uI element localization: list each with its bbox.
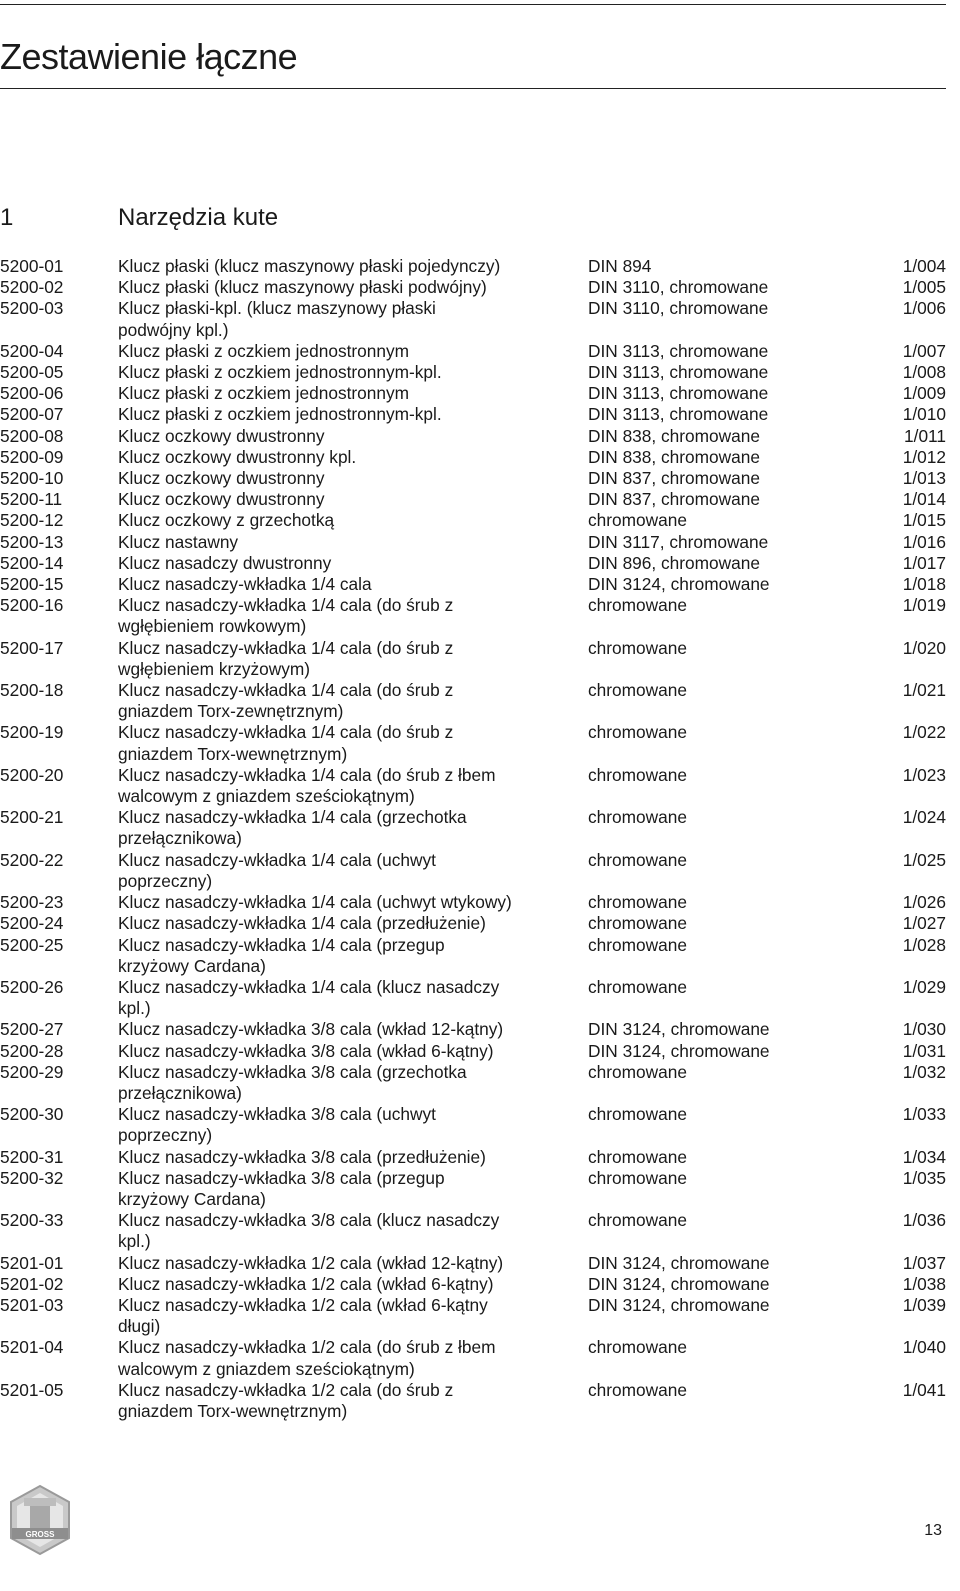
- item-spec: DIN 3113, chromowane: [588, 362, 769, 383]
- item-code: 5201-05: [0, 1379, 64, 1400]
- table-row: [0, 1359, 946, 1380]
- table-row: [0, 1041, 946, 1062]
- item-code: 5201-03: [0, 1294, 64, 1315]
- item-description: wgłębieniem krzyżowym): [118, 658, 311, 679]
- item-page-ref: 1/022: [902, 722, 946, 743]
- item-description: Klucz płaski (klucz maszynowy płaski podwójny): [118, 277, 487, 298]
- item-spec: chromowane: [588, 1167, 687, 1188]
- item-description: Klucz nasadczy-wkładka 3/8 cala (wkład 12-kątny): [118, 1019, 504, 1040]
- item-page-ref: 1/009: [902, 383, 946, 404]
- item-description: walcowym z gniazdem sześciokątnym): [118, 1358, 415, 1379]
- table-row: [0, 956, 946, 977]
- item-page-ref: [878, 1401, 946, 1422]
- table-row: [0, 489, 946, 510]
- item-code: [0, 1125, 118, 1146]
- item-spec: DIN 3124, chromowane: [588, 1019, 770, 1040]
- item-code: 5200-14: [0, 552, 64, 573]
- table-row: [0, 1274, 946, 1295]
- item-code: [0, 1359, 118, 1380]
- item-code: 5200-23: [0, 892, 64, 913]
- item-page-ref: 1/034: [902, 1146, 946, 1167]
- logo-text: GROSS: [25, 1530, 55, 1539]
- table-row: [0, 341, 946, 362]
- item-page-ref: [878, 1125, 946, 1146]
- item-page-ref: 1/019: [902, 595, 946, 616]
- section-number: 1: [0, 204, 14, 231]
- item-spec: chromowane: [588, 680, 687, 701]
- item-page-ref: 1/011: [904, 425, 946, 446]
- item-page-ref: 1/020: [902, 637, 946, 658]
- item-description: Klucz nasadczy-wkładka 1/4 cala (uchwyt: [118, 849, 436, 870]
- item-spec: chromowane: [588, 807, 687, 828]
- table-row: [0, 553, 946, 574]
- table-row: [0, 998, 946, 1019]
- item-code: [0, 1401, 118, 1422]
- item-code: 5200-03: [0, 298, 64, 319]
- item-spec: [588, 659, 878, 680]
- item-page-ref: [878, 1316, 946, 1337]
- item-page-ref: 1/031: [902, 1040, 946, 1061]
- item-spec: DIN 837, chromowane: [588, 489, 760, 510]
- item-code: 5200-15: [0, 574, 64, 595]
- item-description: Klucz nastawny: [118, 531, 239, 552]
- table-row: [0, 744, 946, 765]
- item-description: Klucz nasadczy-wkładka 3/8 cala (grzechotka: [118, 1061, 467, 1082]
- item-description: Klucz nasadczy-wkładka 1/4 cala (grzechotka: [118, 807, 467, 828]
- item-code: 5200-01: [0, 256, 64, 276]
- page-number: 13: [924, 1522, 942, 1539]
- item-code: 5200-08: [0, 425, 64, 446]
- item-code: 5200-06: [0, 383, 64, 404]
- item-page-ref: [878, 1083, 946, 1104]
- item-page-ref: 1/028: [902, 934, 946, 955]
- item-description: gniazdem Torx-zewnętrznym): [118, 701, 344, 722]
- item-page-ref: 1/038: [902, 1273, 946, 1294]
- table-row: [0, 1295, 946, 1316]
- item-page-ref: [878, 998, 946, 1019]
- item-code: 5200-19: [0, 722, 64, 743]
- table-row: [0, 850, 946, 871]
- table-row: [0, 1125, 946, 1146]
- item-spec: DIN 3124, chromowane: [588, 1040, 770, 1061]
- table-row: [0, 447, 946, 468]
- table-row: [0, 256, 946, 277]
- item-spec: DIN 894: [588, 256, 652, 276]
- item-page-ref: 1/017: [902, 552, 946, 573]
- item-code: 5200-27: [0, 1019, 64, 1040]
- item-page-ref: [878, 659, 946, 680]
- item-description: krzyżowy Cardana): [118, 955, 266, 976]
- item-page-ref: [878, 1189, 946, 1210]
- title-rule: [0, 88, 946, 89]
- table-row: [0, 532, 946, 553]
- item-page-ref: 1/036: [902, 1210, 946, 1231]
- item-description: poprzeczny): [118, 1125, 213, 1146]
- item-page-ref: 1/021: [902, 680, 946, 701]
- item-spec: [588, 616, 878, 637]
- table-row: [0, 595, 946, 616]
- item-code: [0, 1316, 118, 1337]
- table-row: [0, 913, 946, 934]
- item-page-ref: 1/032: [902, 1061, 946, 1082]
- table-row: [0, 786, 946, 807]
- item-description: Klucz nasadczy-wkładka 1/4 cala (do śrub z: [118, 680, 454, 701]
- table-row: [0, 1316, 946, 1337]
- item-spec: DIN 3124, chromowane: [588, 1252, 770, 1273]
- item-page-ref: 1/024: [902, 807, 946, 828]
- item-table: [0, 256, 946, 1422]
- table-row: [0, 892, 946, 913]
- item-code: 5200-26: [0, 976, 64, 997]
- table-row: [0, 1253, 946, 1274]
- item-spec: DIN 3124, chromowane: [588, 1273, 770, 1294]
- item-description: Klucz nasadczy-wkładka 3/8 cala (uchwyt: [118, 1104, 436, 1125]
- item-page-ref: 1/005: [902, 277, 946, 298]
- table-row: [0, 680, 946, 701]
- item-spec: [588, 998, 878, 1019]
- table-row: [0, 616, 946, 637]
- item-spec: chromowane: [588, 722, 687, 743]
- item-code: 5200-31: [0, 1146, 64, 1167]
- item-description: gniazdem Torx-wewnętrznym): [118, 743, 348, 764]
- item-description: Klucz nasadczy-wkładka 1/4 cala (do śrub z łbem: [118, 764, 496, 785]
- item-spec: chromowane: [588, 1210, 687, 1231]
- table-row: [0, 765, 946, 786]
- item-page-ref: [878, 828, 946, 849]
- table-row: [0, 1062, 946, 1083]
- table-row: [0, 426, 946, 447]
- item-page-ref: [878, 956, 946, 977]
- item-code: [0, 1189, 118, 1210]
- item-description: Klucz nasadczy-wkładka 3/8 cala (przedłużenie): [118, 1146, 486, 1167]
- item-code: 5200-18: [0, 680, 64, 701]
- page-title: Zestawienie łączne: [0, 36, 298, 77]
- item-code: 5201-01: [0, 1252, 64, 1273]
- item-page-ref: 1/027: [902, 913, 946, 934]
- item-code: 5200-21: [0, 807, 64, 828]
- item-description: kpl.): [118, 1231, 151, 1252]
- table-row: [0, 807, 946, 828]
- item-spec: [588, 320, 878, 341]
- item-page-ref: 1/039: [902, 1294, 946, 1315]
- item-code: [0, 871, 118, 892]
- item-code: 5200-29: [0, 1061, 64, 1082]
- item-description: Klucz płaski-kpl. (klucz maszynowy płaski: [118, 298, 436, 319]
- item-spec: [588, 1083, 878, 1104]
- item-page-ref: 1/040: [902, 1337, 946, 1358]
- item-code: 5201-02: [0, 1273, 64, 1294]
- item-description: Klucz oczkowy dwustronny kpl.: [118, 446, 357, 467]
- item-description: Klucz nasadczy-wkładka 1/4 cala (do śrub z: [118, 595, 454, 616]
- item-code: [0, 1231, 118, 1252]
- table-row: [0, 1231, 946, 1252]
- item-spec: [588, 828, 878, 849]
- item-code: 5200-16: [0, 595, 64, 616]
- item-spec: chromowane: [588, 1146, 687, 1167]
- table-row: [0, 404, 946, 425]
- item-description: Klucz nasadczy-wkładka 1/4 cala: [118, 574, 372, 595]
- item-page-ref: 1/033: [902, 1104, 946, 1125]
- item-spec: DIN 3110, chromowane: [588, 277, 769, 298]
- table-row: [0, 1147, 946, 1168]
- item-description: Klucz płaski z oczkiem jednostronnym-kpl.: [118, 404, 442, 425]
- item-description: Klucz oczkowy dwustronny: [118, 425, 325, 446]
- item-spec: DIN 837, chromowane: [588, 468, 760, 489]
- item-page-ref: 1/010: [902, 404, 946, 425]
- table-row: [0, 701, 946, 722]
- table-row: [0, 383, 946, 404]
- item-description: gniazdem Torx-wewnętrznym): [118, 1400, 348, 1421]
- item-spec: DIN 3117, chromowane: [588, 531, 769, 552]
- item-page-ref: 1/006: [902, 298, 946, 319]
- item-description: Klucz nasadczy-wkładka 1/4 cala (uchwyt wtykowy): [118, 892, 512, 913]
- item-description: Klucz nasadczy-wkładka 3/8 cala (wkład 6-kątny): [118, 1040, 494, 1061]
- item-code: 5200-33: [0, 1210, 64, 1231]
- item-description: przełącznikowa): [118, 1082, 242, 1103]
- item-code: [0, 1083, 118, 1104]
- item-page-ref: 1/004: [902, 256, 946, 276]
- item-code: 5200-05: [0, 362, 64, 383]
- item-spec: DIN 3124, chromowane: [588, 1294, 770, 1315]
- table-row: [0, 871, 946, 892]
- item-code: 5200-07: [0, 404, 64, 425]
- item-page-ref: 1/012: [902, 446, 946, 467]
- item-spec: chromowane: [588, 1379, 687, 1400]
- item-description: Klucz nasadczy-wkładka 1/4 cala (klucz nasadczy: [118, 976, 500, 997]
- item-description: Klucz płaski z oczkiem jednostronnym: [118, 340, 410, 361]
- item-spec: [588, 1401, 878, 1422]
- item-code: [0, 786, 118, 807]
- item-page-ref: 1/025: [902, 849, 946, 870]
- item-code: 5200-28: [0, 1040, 64, 1061]
- item-description: Klucz płaski z oczkiem jednostronnym: [118, 383, 410, 404]
- item-spec: DIN 896, chromowane: [588, 552, 760, 573]
- item-description: Klucz nasadczy-wkładka 1/2 cala (wkład 12-kątny): [118, 1252, 504, 1273]
- item-code: 5200-13: [0, 531, 64, 552]
- item-description: Klucz oczkowy dwustronny: [118, 489, 325, 510]
- item-page-ref: 1/023: [902, 764, 946, 785]
- item-code: 5200-09: [0, 446, 64, 467]
- item-description: podwójny kpl.): [118, 319, 229, 340]
- item-code: 5201-04: [0, 1337, 64, 1358]
- item-description: Klucz płaski (klucz maszynowy płaski pojedynczy): [118, 256, 501, 276]
- item-description: Klucz nasadczy dwustronny: [118, 552, 332, 573]
- item-code: 5200-04: [0, 340, 64, 361]
- table-row: [0, 298, 946, 319]
- item-description: Klucz nasadczy-wkładka 1/2 cala (wkład 6-kątny: [118, 1294, 488, 1315]
- item-page-ref: 1/007: [902, 340, 946, 361]
- item-spec: chromowane: [588, 510, 687, 531]
- item-spec: [588, 956, 878, 977]
- item-page-ref: 1/013: [902, 468, 946, 489]
- item-code: [0, 956, 118, 977]
- item-spec: chromowane: [588, 637, 687, 658]
- item-spec: [588, 1231, 878, 1252]
- table-row: [0, 1189, 946, 1210]
- table-row: [0, 574, 946, 595]
- item-spec: [588, 1316, 878, 1337]
- item-spec: chromowane: [588, 892, 687, 913]
- table-row: [0, 362, 946, 383]
- item-page-ref: [878, 1231, 946, 1252]
- top-rule: [0, 4, 946, 5]
- item-page-ref: [878, 744, 946, 765]
- item-page-ref: 1/029: [902, 976, 946, 997]
- table-row: [0, 1019, 946, 1040]
- item-spec: DIN 838, chromowane: [588, 425, 760, 446]
- item-page-ref: 1/016: [902, 531, 946, 552]
- item-code: [0, 701, 118, 722]
- item-code: 5200-11: [0, 489, 63, 510]
- item-spec: chromowane: [588, 934, 687, 955]
- table-row: [0, 277, 946, 298]
- table-row: [0, 659, 946, 680]
- table-row: [0, 1083, 946, 1104]
- item-description: Klucz nasadczy-wkładka 1/4 cala (do śrub z: [118, 722, 454, 743]
- item-spec: DIN 3124, chromowane: [588, 574, 770, 595]
- item-description: przełącznikowa): [118, 828, 242, 849]
- item-page-ref: [878, 701, 946, 722]
- item-spec: chromowane: [588, 595, 687, 616]
- item-spec: DIN 3113, chromowane: [588, 383, 769, 404]
- item-description: Klucz płaski z oczkiem jednostronnym-kpl.: [118, 362, 442, 383]
- item-spec: chromowane: [588, 849, 687, 870]
- item-description: Klucz oczkowy z grzechotką: [118, 510, 335, 531]
- table-row: [0, 828, 946, 849]
- item-spec: [588, 744, 878, 765]
- item-spec: chromowane: [588, 976, 687, 997]
- item-code: [0, 998, 118, 1019]
- item-page-ref: [878, 616, 946, 637]
- item-description: Klucz nasadczy-wkładka 3/8 cala (klucz nasadczy: [118, 1210, 500, 1231]
- item-spec: DIN 838, chromowane: [588, 446, 760, 467]
- section-title: Narzędzia kute: [118, 204, 279, 231]
- item-description: Klucz nasadczy-wkładka 1/4 cala (do śrub z: [118, 637, 454, 658]
- table-row: [0, 638, 946, 659]
- item-description: poprzeczny): [118, 870, 213, 891]
- item-description: Klucz nasadczy-wkładka 1/4 cala (przedłużenie): [118, 913, 486, 934]
- gross-logo-icon: [8, 1484, 72, 1556]
- item-code: [0, 744, 118, 765]
- item-spec: chromowane: [588, 1104, 687, 1125]
- item-description: długi): [118, 1316, 161, 1337]
- item-code: 5200-22: [0, 849, 64, 870]
- item-spec: [588, 786, 878, 807]
- item-code: 5200-30: [0, 1104, 64, 1125]
- item-page-ref: 1/015: [902, 510, 946, 531]
- item-description: Klucz nasadczy-wkładka 1/4 cala (przegup: [118, 934, 445, 955]
- item-description: Klucz oczkowy dwustronny: [118, 468, 325, 489]
- item-code: 5200-10: [0, 468, 64, 489]
- item-code: 5200-24: [0, 913, 64, 934]
- item-spec: DIN 3110, chromowane: [588, 298, 769, 319]
- item-spec: [588, 1125, 878, 1146]
- item-description: walcowym z gniazdem sześciokątnym): [118, 786, 415, 807]
- item-spec: chromowane: [588, 913, 687, 934]
- item-description: Klucz nasadczy-wkładka 3/8 cala (przegup: [118, 1167, 445, 1188]
- item-page-ref: 1/030: [902, 1019, 946, 1040]
- item-page-ref: 1/026: [902, 892, 946, 913]
- item-spec: DIN 3113, chromowane: [588, 404, 769, 425]
- table-row: [0, 1168, 946, 1189]
- item-description: Klucz nasadczy-wkładka 1/2 cala (do śrub z łbem: [118, 1337, 496, 1358]
- item-description: kpl.): [118, 998, 151, 1019]
- item-page-ref: 1/035: [902, 1167, 946, 1188]
- table-row: [0, 468, 946, 489]
- item-page-ref: 1/037: [902, 1252, 946, 1273]
- table-row: [0, 722, 946, 743]
- item-code: 5200-02: [0, 277, 64, 298]
- item-code: [0, 828, 118, 849]
- item-page-ref: [878, 786, 946, 807]
- table-row: [0, 1210, 946, 1231]
- item-spec: chromowane: [588, 1061, 687, 1082]
- item-page-ref: [878, 871, 946, 892]
- item-code: 5200-12: [0, 510, 64, 531]
- table-row: [0, 1104, 946, 1125]
- table-row: [0, 1337, 946, 1358]
- item-spec: [588, 701, 878, 722]
- item-code: 5200-17: [0, 637, 64, 658]
- item-page-ref: 1/018: [902, 574, 946, 595]
- table-row: [0, 935, 946, 956]
- item-spec: [588, 1189, 878, 1210]
- item-page-ref: [878, 1359, 946, 1380]
- table-row: [0, 320, 946, 341]
- item-code: [0, 659, 118, 680]
- table-row: [0, 977, 946, 998]
- item-spec: [588, 871, 878, 892]
- item-code: 5200-25: [0, 934, 64, 955]
- table-row: [0, 510, 946, 531]
- item-page-ref: 1/008: [902, 362, 946, 383]
- item-page-ref: 1/014: [902, 489, 946, 510]
- item-spec: chromowane: [588, 764, 687, 785]
- item-description: Klucz nasadczy-wkładka 1/2 cala (wkład 6-kątny): [118, 1273, 494, 1294]
- item-spec: [588, 1359, 878, 1380]
- item-code: 5200-32: [0, 1167, 64, 1188]
- item-page-ref: [878, 320, 946, 341]
- item-spec: DIN 3113, chromowane: [588, 340, 769, 361]
- item-description: Klucz nasadczy-wkładka 1/2 cala (do śrub z: [118, 1379, 454, 1400]
- item-code: [0, 616, 118, 637]
- item-description: wgłębieniem rowkowym): [118, 616, 307, 637]
- item-spec: chromowane: [588, 1337, 687, 1358]
- item-code: [0, 320, 118, 341]
- item-code: 5200-20: [0, 764, 64, 785]
- table-row: [0, 1380, 946, 1401]
- item-page-ref: 1/041: [902, 1379, 946, 1400]
- table-row: [0, 1401, 946, 1422]
- item-description: krzyżowy Cardana): [118, 1188, 266, 1209]
